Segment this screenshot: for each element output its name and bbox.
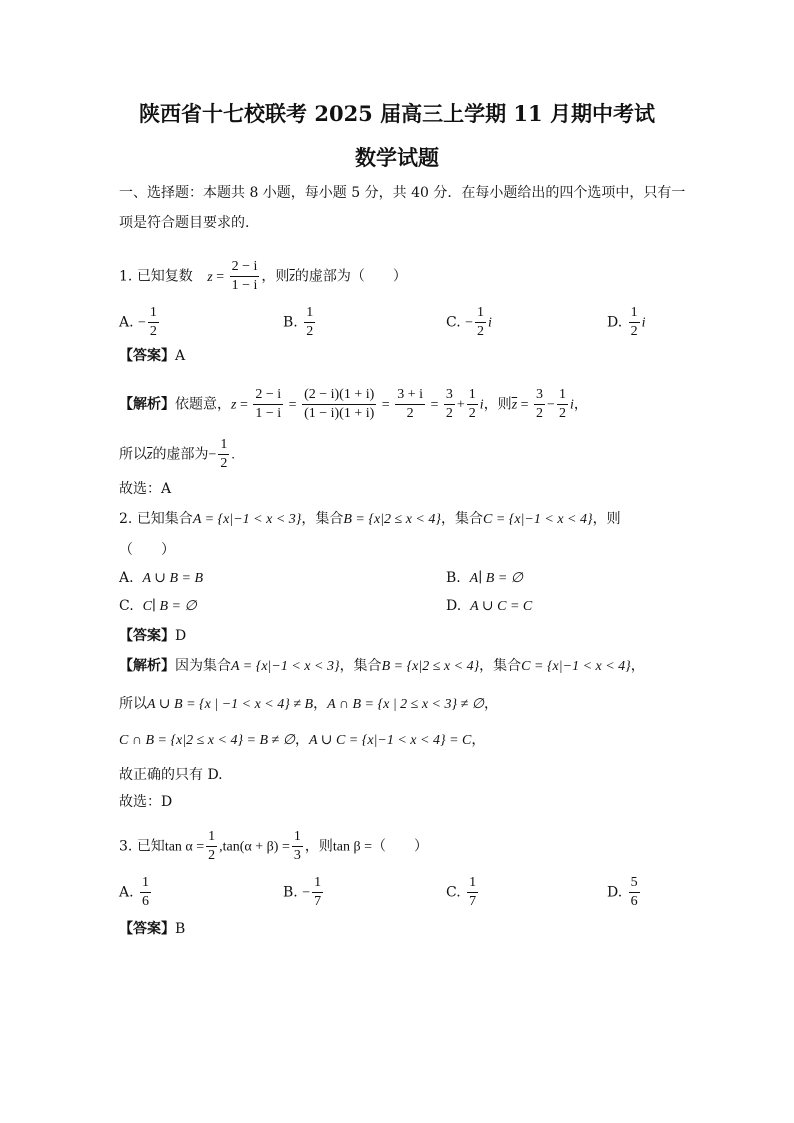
option-c: C. − $\frac{1}{2}$ i — [446, 305, 492, 339]
analysis-2-line2: 所以A ∪ B = {x | −1 < x < 4} ≠ B，A ∩ B = {x | 2 ≤ x < 3} ≠ ∅， — [119, 696, 498, 712]
fraction-z: $\frac{2 - i}{1 - i}$ — [231, 259, 258, 293]
analysis-2-conclusion: 故正确的只有 D. — [119, 767, 223, 783]
question-text: 已知复数 — [136, 268, 193, 285]
section-instructions-line2: 项是符合题目要求的. — [119, 215, 250, 231]
page-title: 陕西省十七校联考 2025 届高三上学期 11 月期中考试 — [139, 101, 655, 126]
option-b: B. A∣ B = ∅ — [446, 570, 523, 586]
question-2-stem: 2. 已知集合A = {x|−1 < x < 3}，集合B = {x|2 ≤ x < 4}，集合C = {x|−1 < x < 4}，则 — [119, 511, 621, 527]
option-d: D. $\frac{1}{2}$ i — [607, 305, 646, 339]
question-number: 1. — [119, 268, 133, 285]
option-d: D. A ∪ C = C — [446, 598, 533, 614]
option-a: A. − $\frac{1}{2}$ — [119, 305, 157, 339]
analysis-1-line1: 【解析】依题意，z = $\frac{2 - i}{1 - i}$ = $\frac{(2 - i)(1 + i)}{(1 - i)(1 + i)}$ = $\frac{3 + i}{2}$ = $\frac{3}{2}$ + $\frac{1}{2}$ i，则$\overline{z}$ = $\frac{3}{2}$ − $\frac{1}{2}$ i， — [119, 387, 588, 421]
option-a: A. A ∪ B = B — [119, 570, 204, 586]
question-text: 的虚部为（ ） — [294, 268, 407, 285]
select-1: 故选：A — [119, 481, 172, 497]
question-2-paren: （ ） — [119, 542, 175, 558]
answer-3: 【答案】B — [119, 921, 186, 937]
page-subtitle: 数学试题 — [355, 145, 439, 170]
question-1-stem: 1. 已知复数 z = $\frac{2 - i}{1 - i}$ ，则$\overline{z}$的虚部为（ ） — [119, 259, 407, 293]
analysis-2-line3: C ∩ B = {x|2 ≤ x < 4} = B ≠ ∅，A ∪ C = {x|−1 < x < 4} = C， — [119, 732, 486, 748]
question-3-stem: 3. 已知tan α = $\frac{1}{2}$ ,tan(α + β) = $\frac{1}{3}$ ，则tan β =（ ） — [119, 829, 428, 863]
question-text: ，则 — [261, 268, 290, 285]
analysis-1-line2: 所以$\overline{z}$的虚部为− $\frac{1}{2}$ . — [119, 437, 235, 471]
analysis-2-line1: 【解析】因为集合A = {x|−1 < x < 3}，集合B = {x|2 ≤ x < 4}，集合C = {x|−1 < x < 4}， — [119, 658, 645, 674]
option-a: A. $\frac{1}{6}$ — [119, 875, 150, 909]
answer-1: 【答案】A — [119, 348, 186, 364]
option-c: C. $\frac{1}{7}$ — [446, 875, 477, 909]
section-instructions-line1: 一、选择题：本题共 8 小题，每小题 5 分，共 40 分．在每小题给出的四个选项中，只有一 — [119, 185, 686, 201]
option-b: B. $\frac{1}{2}$ — [283, 305, 314, 339]
answer-2: 【答案】D — [119, 628, 187, 644]
option-c: C. C∣ B = ∅ — [119, 598, 197, 614]
var-z-conjugate: $\overline{z}$ — [289, 269, 295, 285]
var-z: z — [207, 269, 213, 285]
select-2: 故选：D — [119, 794, 173, 810]
option-b: B. − $\frac{1}{7}$ — [283, 875, 322, 909]
option-d: D. $\frac{5}{6}$ — [607, 875, 638, 909]
